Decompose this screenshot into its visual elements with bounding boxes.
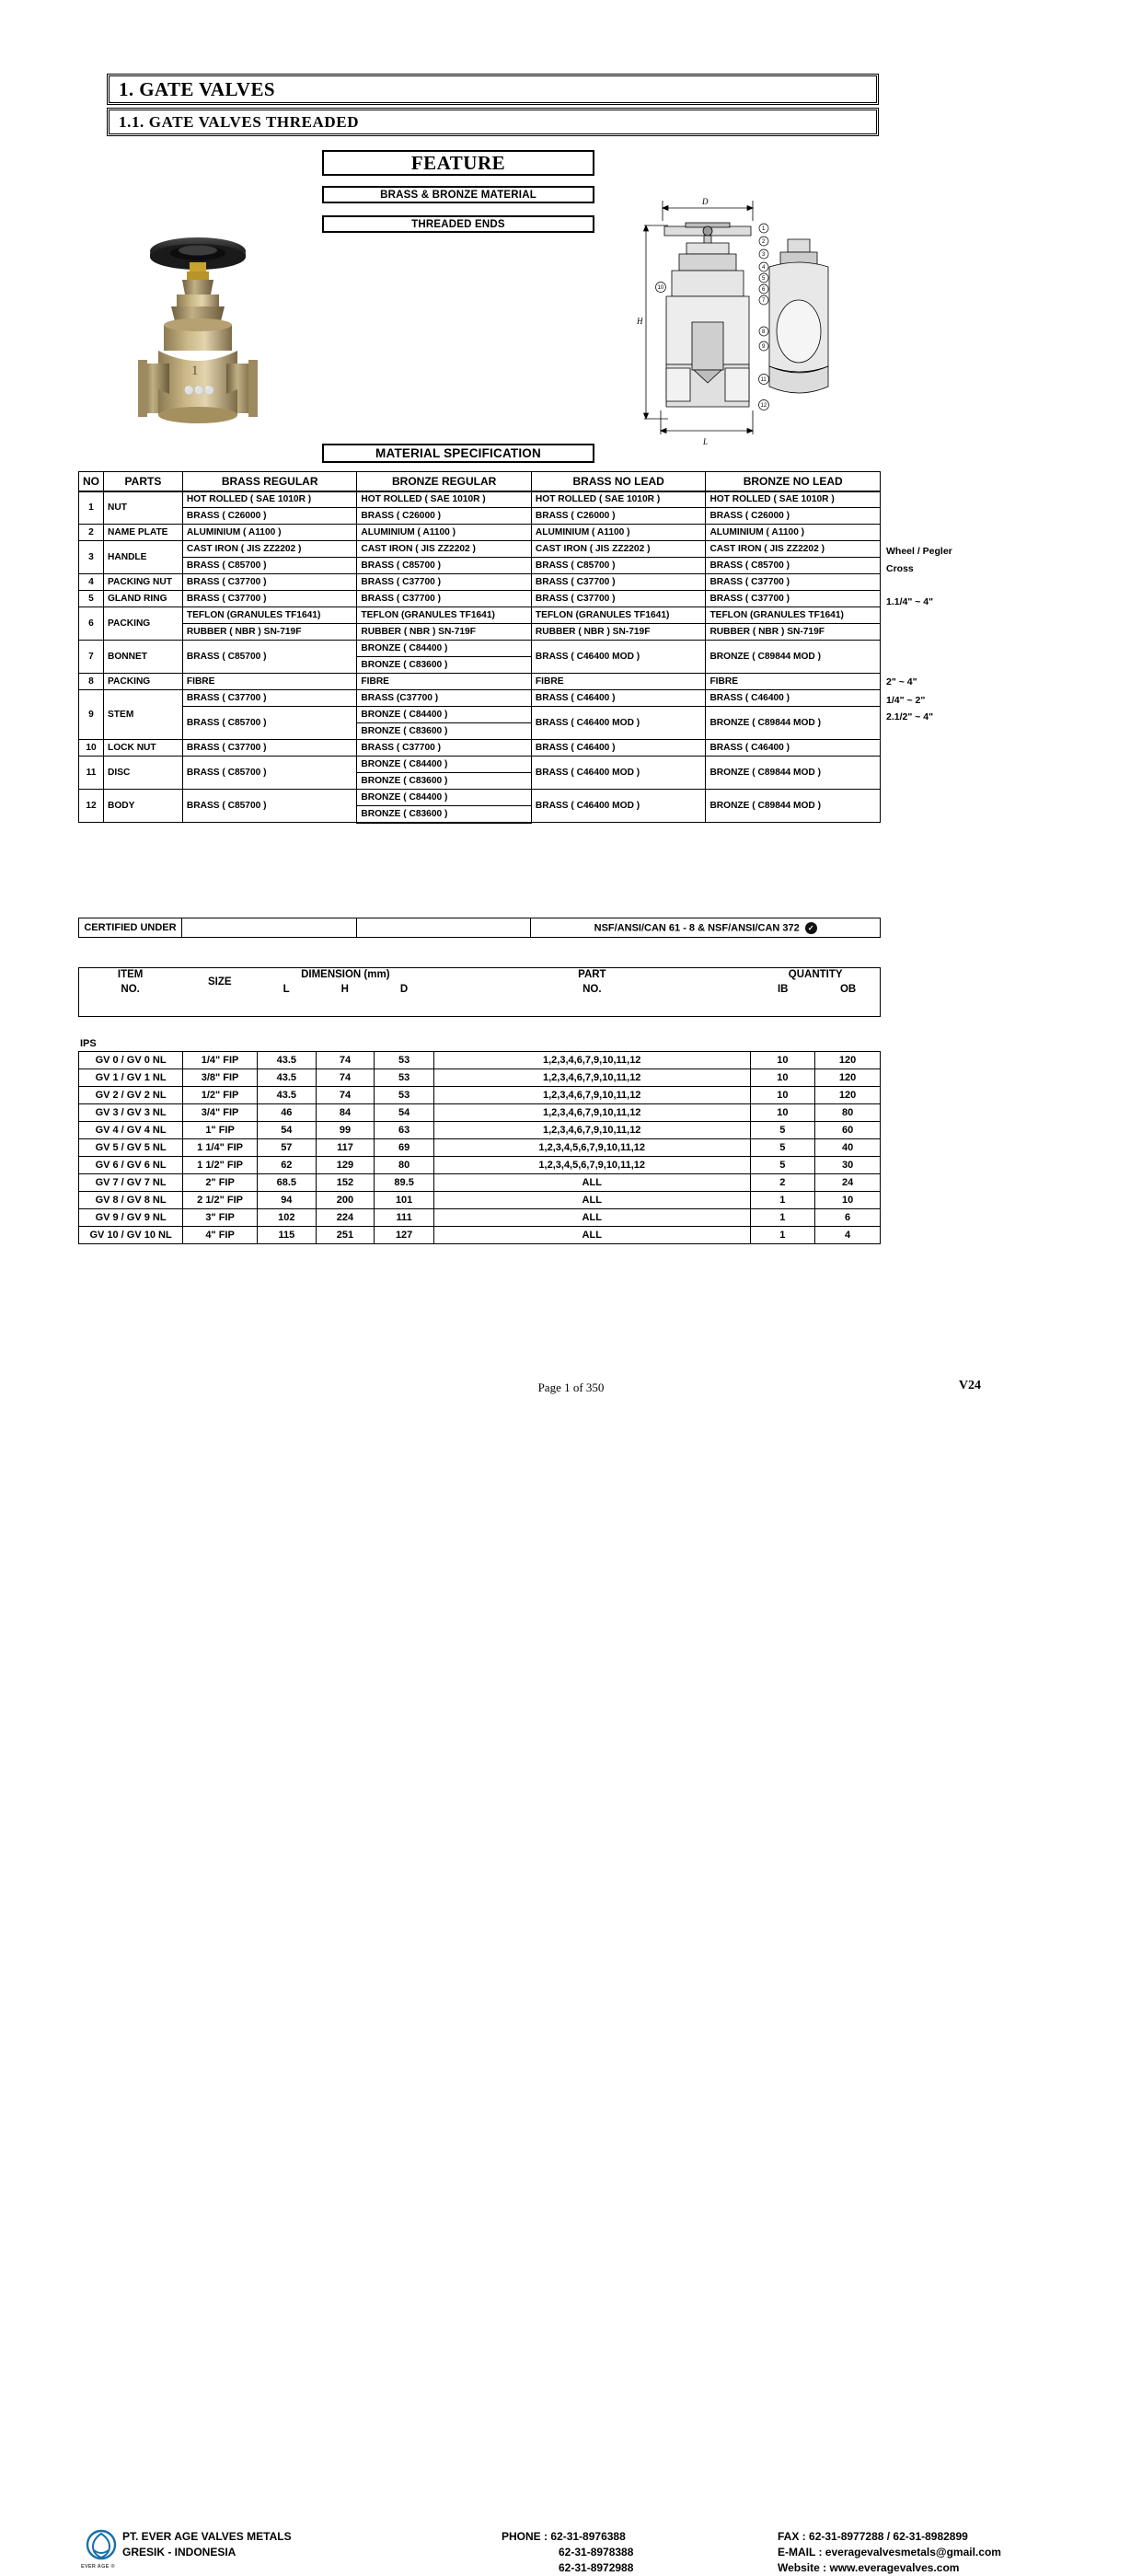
cell-brass-regular: BRASS ( C37700 ) (182, 591, 357, 607)
ips-qty-ob: 6 (815, 1209, 881, 1227)
header-dim-h: H (340, 984, 349, 995)
ips-size: 1 1/4" FIP (183, 1139, 258, 1157)
cell-bronze-nolead: ALUMINIUM ( A1100 ) (706, 525, 881, 541)
ips-dim-d: 89.5 (375, 1174, 434, 1192)
header-dimension-group: DIMENSION (mm) (301, 969, 390, 980)
email-label: E-MAIL : (778, 2546, 823, 2559)
website-value[interactable]: www.everagevalves.com (829, 2561, 960, 2574)
table-row (79, 641, 881, 657)
ips-dim-h: 84 (316, 1104, 375, 1122)
ips-qty-ob: 60 (815, 1122, 881, 1139)
ips-qty-ob: 4 (815, 1227, 881, 1244)
ips-dim-d: 53 (375, 1069, 434, 1087)
footer-company-block (122, 2529, 292, 2560)
table-row (79, 790, 881, 806)
ips-qty-ib: 10 (750, 1052, 815, 1069)
annotation-size-range-4: 2.1/2" ~ 4" (886, 711, 934, 722)
ips-dim-h: 74 (316, 1052, 375, 1069)
ips-item: GV 9 / GV 9 NL (79, 1209, 183, 1227)
cell-brass-nolead: BRASS ( C46400 ) (531, 740, 706, 757)
ips-size: 1" FIP (183, 1122, 258, 1139)
ips-part-no: ALL (433, 1174, 750, 1192)
footer-contact-block (778, 2529, 1001, 2576)
svg-text:2: 2 (762, 239, 766, 245)
ips-size: 1 1/2" FIP (183, 1157, 258, 1174)
row-part: PACKING NUT (104, 574, 183, 591)
dim-label-h: H (637, 317, 643, 326)
cell-bronze-regular: BRASS ( C85700 ) (357, 558, 532, 574)
ips-dim-l: 68.5 (257, 1174, 316, 1192)
ips-qty-ob: 40 (815, 1139, 881, 1157)
table-row (79, 1209, 881, 1227)
cell-brass-nolead: ALUMINIUM ( A1100 ) (531, 525, 706, 541)
row-no: 1 (79, 491, 104, 525)
annotation-wheel-pegler: Wheel / Pegler (886, 546, 952, 557)
row-part: STEM (104, 690, 183, 740)
cell-brass-nolead: RUBBER ( NBR ) SN-719F (531, 624, 706, 641)
cell-bronze-regular: BRASS ( C37700 ) (357, 574, 532, 591)
ips-dim-d: 63 (375, 1122, 434, 1139)
ips-dim-l: 115 (257, 1227, 316, 1244)
company-location: GRESIK - INDONESIA (122, 2546, 236, 2559)
feature-title-text: FEATURE (410, 151, 506, 174)
material-specification-table (78, 471, 881, 824)
ips-part-no: ALL (433, 1227, 750, 1244)
cell-brass-regular: CAST IRON ( JIS ZZ2202 ) (182, 541, 357, 558)
row-no: 3 (79, 541, 104, 574)
cell-brass-regular: HOT ROLLED ( SAE 1010R ) (182, 491, 357, 508)
cell-brass-nolead: BRASS ( C46400 ) (531, 690, 706, 707)
certified-row (79, 918, 881, 938)
ips-dim-d: 53 (375, 1052, 434, 1069)
cell-bronze-regular: FIBRE (357, 674, 532, 690)
cell-bronze-nolead: FIBRE (706, 674, 881, 690)
ips-qty-ob: 120 (815, 1069, 881, 1087)
row-no: 9 (79, 690, 104, 740)
svg-text:4: 4 (762, 265, 766, 271)
website-label: Website : (778, 2561, 827, 2574)
ips-dim-l: 62 (257, 1157, 316, 1174)
row-part: HANDLE (104, 541, 183, 574)
svg-text:5: 5 (762, 276, 766, 282)
footer-phone-block (502, 2529, 633, 2576)
cell-bronze-nolead: BRASS ( C26000 ) (706, 508, 881, 525)
cell-bronze-nolead: BRASS ( C37700 ) (706, 591, 881, 607)
material-table-header-row (79, 472, 881, 491)
ips-size: 2" FIP (183, 1174, 258, 1192)
fax-value: 62-31-8977288 / 62-31-8982899 (809, 2530, 968, 2543)
row-part: LOCK NUT (104, 740, 183, 757)
row-no: 4 (79, 574, 104, 591)
row-no: 10 (79, 740, 104, 757)
ips-part-no: 1,2,3,4,6,7,9,10,11,12 (433, 1052, 750, 1069)
row-no: 8 (79, 674, 104, 690)
annotation-size-range-2: 2" ~ 4" (886, 676, 917, 687)
website-line (778, 2560, 1001, 2576)
cell-brass-regular: BRASS ( C85700 ) (182, 641, 357, 674)
ips-dim-l: 46 (257, 1104, 316, 1122)
table-row (79, 607, 881, 624)
ips-size: 1/2" FIP (183, 1087, 258, 1104)
certified-blank-2 (356, 918, 531, 938)
ips-dim-d: 53 (375, 1087, 434, 1104)
svg-text:1: 1 (191, 364, 199, 378)
cell-brass-nolead: BRASS ( C46400 MOD ) (531, 707, 706, 740)
cell-brass-regular: BRASS ( C85700 ) (182, 757, 357, 790)
cell-brass-regular: ALUMINIUM ( A1100 ) (182, 525, 357, 541)
col-parts: PARTS (104, 472, 183, 491)
certified-under-table (78, 918, 881, 938)
cell-bronze-regular: TEFLON (GRANULES TF1641) (357, 607, 532, 624)
cell-bronze-nolead: TEFLON (GRANULES TF1641) (706, 607, 881, 624)
header-item-no: NO. (121, 984, 140, 995)
table-row (79, 574, 881, 591)
cell-brass-nolead: BRASS ( C46400 MOD ) (531, 641, 706, 674)
certified-value-cell (531, 918, 881, 938)
ips-qty-ib: 10 (750, 1069, 815, 1087)
svg-text:8: 8 (762, 329, 766, 335)
cell-bronze-nolead: BRASS ( C46400 ) (706, 690, 881, 707)
row-no: 2 (79, 525, 104, 541)
cell-brass-regular: BRASS ( C26000 ) (182, 508, 357, 525)
cell-bronze-regular: BRONZE ( C84400 ) (357, 707, 532, 723)
cell-bronze-regular: BRONZE ( C83600 ) (357, 723, 532, 740)
row-part: BODY (104, 790, 183, 823)
ips-dim-h: 74 (316, 1087, 375, 1104)
table-row (79, 757, 881, 773)
svg-text:1: 1 (762, 226, 766, 232)
company-name: PT. EVER AGE VALVES METALS (122, 2530, 292, 2543)
cell-brass-regular: BRASS ( C37700 ) (182, 690, 357, 707)
ips-dim-d: 69 (375, 1139, 434, 1157)
row-part: BONNET (104, 641, 183, 674)
cell-bronze-regular: BRASS ( C26000 ) (357, 508, 532, 525)
cell-brass-nolead: HOT ROLLED ( SAE 1010R ) (531, 491, 706, 508)
table-row (79, 740, 881, 757)
cell-brass-nolead: CAST IRON ( JIS ZZ2202 ) (531, 541, 706, 558)
col-brass-no-lead: BRASS NO LEAD (531, 472, 706, 491)
row-part: NAME PLATE (104, 525, 183, 541)
feature-item-ends (322, 215, 594, 233)
ips-part-no: 1,2,3,4,6,7,9,10,11,12 (433, 1069, 750, 1087)
document-version: V24 (958, 1379, 981, 1392)
ips-part-no: 1,2,3,4,6,7,9,10,11,12 (433, 1122, 750, 1139)
row-part: NUT (104, 491, 183, 525)
ips-part-no: ALL (433, 1209, 750, 1227)
ips-part-no: 1,2,3,4,5,6,7,9,10,11,12 (433, 1139, 750, 1157)
ips-qty-ob: 30 (815, 1157, 881, 1174)
cell-brass-nolead: BRASS ( C85700 ) (531, 558, 706, 574)
ips-size: 1/4" FIP (183, 1052, 258, 1069)
certified-label: CERTIFIED UNDER (79, 918, 182, 938)
cell-brass-nolead: BRASS ( C26000 ) (531, 508, 706, 525)
cell-bronze-nolead: BRASS ( C37700 ) (706, 574, 881, 591)
feature-item-material-text: BRASS & BRONZE MATERIAL (380, 189, 536, 201)
table-row (79, 674, 881, 690)
ips-size: 3/4" FIP (183, 1104, 258, 1122)
fax-line (778, 2529, 1001, 2545)
row-part: GLAND RING (104, 591, 183, 607)
ips-qty-ib: 1 (750, 1227, 815, 1244)
material-specification-title-box (322, 444, 594, 463)
ips-qty-ib: 2 (750, 1174, 815, 1192)
row-no: 6 (79, 607, 104, 641)
fax-label: FAX : (778, 2530, 806, 2543)
cell-bronze-regular: ALUMINIUM ( A1100 ) (357, 525, 532, 541)
cell-bronze-regular: BRONZE ( C83600 ) (357, 657, 532, 674)
cell-bronze-nolead: BRONZE ( C89844 MOD ) (706, 707, 881, 740)
ips-part-no: ALL (433, 1192, 750, 1209)
table-row (79, 508, 881, 525)
header-dim-l: L (283, 984, 290, 995)
row-part: DISC (104, 757, 183, 790)
cell-brass-regular: BRASS ( C37700 ) (182, 740, 357, 757)
ips-dimension-table (78, 1051, 881, 1244)
ips-dim-d: 80 (375, 1157, 434, 1174)
ips-dim-h: 99 (316, 1122, 375, 1139)
annotation-size-range-1: 1.1/4" ~ 4" (886, 596, 934, 607)
certified-blank-1 (181, 918, 356, 938)
table-row (79, 558, 881, 574)
cell-brass-regular: BRASS ( C85700 ) (182, 707, 357, 740)
ips-dim-l: 43.5 (257, 1052, 316, 1069)
ips-item: GV 2 / GV 2 NL (79, 1087, 183, 1104)
header-dim-d: D (399, 984, 409, 995)
ips-size: 4" FIP (183, 1227, 258, 1244)
ips-qty-ob: 80 (815, 1104, 881, 1122)
ips-dim-l: 43.5 (257, 1069, 316, 1087)
table-row (79, 1174, 881, 1192)
ips-part-no: 1,2,3,4,5,6,7,9,10,11,12 (433, 1157, 750, 1174)
ips-part-no: 1,2,3,4,6,7,9,10,11,12 (433, 1087, 750, 1104)
row-no: 7 (79, 641, 104, 674)
cell-bronze-nolead: BRONZE ( C89844 MOD ) (706, 641, 881, 674)
table-row (79, 1052, 881, 1069)
phone-value-1: 62-31-8976388 (550, 2530, 626, 2543)
cell-bronze-nolead: CAST IRON ( JIS ZZ2202 ) (706, 541, 881, 558)
ips-qty-ib: 10 (750, 1087, 815, 1104)
cell-bronze-regular: BRONZE ( C83600 ) (357, 773, 532, 790)
ips-item: GV 8 / GV 8 NL (79, 1192, 183, 1209)
ips-dim-d: 127 (375, 1227, 434, 1244)
subsection-heading-threaded (109, 110, 877, 134)
svg-text:6: 6 (762, 287, 766, 293)
cell-brass-regular: BRASS ( C85700 ) (182, 558, 357, 574)
ips-item: GV 6 / GV 6 NL (79, 1157, 183, 1174)
annotation-cross: Cross (886, 563, 914, 574)
col-no: NO (79, 472, 104, 491)
row-part: PACKING (104, 607, 183, 641)
ips-label: IPS (80, 1038, 97, 1049)
cell-bronze-regular: RUBBER ( NBR ) SN-719F (357, 624, 532, 641)
table-row (79, 1227, 881, 1244)
dimension-header-table (78, 967, 881, 997)
ips-dim-l: 102 (257, 1209, 316, 1227)
valve-cross-section-drawing (635, 184, 879, 451)
ips-qty-ib: 1 (750, 1192, 815, 1209)
table-row (79, 1192, 881, 1209)
ips-dim-h: 152 (316, 1174, 375, 1192)
header-part: PART (578, 969, 606, 980)
cell-bronze-nolead: RUBBER ( NBR ) SN-719F (706, 624, 881, 641)
cell-bronze-regular: BRASS ( C37700 ) (357, 740, 532, 757)
dim-label-d: D (702, 197, 709, 206)
logo-caption: EVER AGE ® (81, 2564, 115, 2570)
email-value[interactable]: everagevalvesmetals@gmail.com (825, 2546, 1001, 2559)
dimension-header-row-top (78, 967, 881, 982)
ips-dim-h: 224 (316, 1209, 375, 1227)
table-row (79, 591, 881, 607)
cell-bronze-regular: BRONZE ( C84400 ) (357, 790, 532, 806)
ips-qty-ib: 5 (750, 1122, 815, 1139)
ips-item: GV 4 / GV 4 NL (79, 1122, 183, 1139)
feature-item-material (322, 186, 594, 203)
phone-line-1 (502, 2529, 633, 2545)
table-row (79, 1157, 881, 1174)
col-bronze-no-lead: BRONZE NO LEAD (706, 472, 881, 491)
svg-text:7: 7 (762, 298, 766, 304)
certified-value: NSF/ANSI/CAN 61 - 8 & NSF/ANSI/CAN 372 (594, 921, 800, 933)
ips-qty-ob: 120 (815, 1087, 881, 1104)
cell-brass-nolead: TEFLON (GRANULES TF1641) (531, 607, 706, 624)
ips-qty-ib: 1 (750, 1209, 815, 1227)
cell-bronze-nolead: BRASS ( C46400 ) (706, 740, 881, 757)
svg-text:9: 9 (762, 344, 766, 350)
cell-brass-nolead: BRASS ( C46400 MOD ) (531, 790, 706, 823)
section-heading-gate-valves (109, 75, 877, 103)
row-no: 11 (79, 757, 104, 790)
ips-dim-h: 117 (316, 1139, 375, 1157)
cell-brass-regular: BRASS ( C37700 ) (182, 574, 357, 591)
cell-brass-nolead: BRASS ( C37700 ) (531, 574, 706, 591)
ips-size: 2 1/2" FIP (183, 1192, 258, 1209)
header-size: SIZE (207, 976, 232, 988)
ips-size: 3/8" FIP (183, 1069, 258, 1087)
feature-title-box (322, 150, 594, 176)
table-row (79, 1069, 881, 1087)
row-no: 12 (79, 790, 104, 823)
svg-text:12: 12 (760, 403, 767, 409)
col-bronze-regular: BRONZE REGULAR (357, 472, 532, 491)
ips-qty-ob: 120 (815, 1052, 881, 1069)
cell-brass-regular: RUBBER ( NBR ) SN-719F (182, 624, 357, 641)
gate-valve-photo (110, 225, 285, 442)
row-no: 5 (79, 591, 104, 607)
row-part: PACKING (104, 674, 183, 690)
nsf-certification-mark-icon: ✓ (805, 922, 817, 934)
dim-label-l: L (703, 437, 709, 446)
ips-dim-d: 101 (375, 1192, 434, 1209)
cell-bronze-nolead: BRONZE ( C89844 MOD ) (706, 757, 881, 790)
cell-bronze-nolead: BRASS ( C85700 ) (706, 558, 881, 574)
cell-bronze-regular: BRASS ( C37700 ) (357, 591, 532, 607)
svg-text:3: 3 (762, 252, 766, 258)
cell-bronze-regular: BRONZE ( C83600 ) (357, 806, 532, 823)
ips-dim-h: 74 (316, 1069, 375, 1087)
table-row (79, 1139, 881, 1157)
page-number: Page 1 of 350 (537, 1380, 605, 1394)
header-qty-ib: IB (777, 984, 789, 995)
ips-item: GV 5 / GV 5 NL (79, 1139, 183, 1157)
phone-value-3: 62-31-8972988 (559, 2561, 634, 2574)
table-row (79, 525, 881, 541)
ips-qty-ob: 10 (815, 1192, 881, 1209)
ips-qty-ib: 5 (750, 1157, 815, 1174)
table-row (79, 1122, 881, 1139)
cell-bronze-regular: HOT ROLLED ( SAE 1010R ) (357, 491, 532, 508)
ips-item: GV 7 / GV 7 NL (79, 1174, 183, 1192)
table-row (79, 690, 881, 707)
header-qty-ob: OB (839, 984, 857, 995)
ips-item: GV 0 / GV 0 NL (79, 1052, 183, 1069)
ips-part-no: 1,2,3,4,6,7,9,10,11,12 (433, 1104, 750, 1122)
feature-item-ends-text: THREADED ENDS (411, 218, 505, 230)
ips-dim-l: 94 (257, 1192, 316, 1209)
cell-bronze-regular: BRASS (C37700 ) (357, 690, 532, 707)
phone-value-2: 62-31-8978388 (559, 2546, 634, 2559)
ips-dim-h: 200 (316, 1192, 375, 1209)
table-row (79, 624, 881, 641)
phone-label: PHONE : (502, 2530, 548, 2543)
table-row (79, 707, 881, 723)
cell-brass-nolead: BRASS ( C37700 ) (531, 591, 706, 607)
header-quantity-group: QUANTITY (788, 969, 843, 980)
table-row (79, 541, 881, 558)
ips-dim-h: 129 (316, 1157, 375, 1174)
ips-dim-d: 111 (375, 1209, 434, 1227)
ips-size: 3" FIP (183, 1209, 258, 1227)
cell-bronze-regular: BRONZE ( C84400 ) (357, 757, 532, 773)
table-row (79, 491, 881, 508)
ips-item: GV 1 / GV 1 NL (79, 1069, 183, 1087)
material-specification-title-text: MATERIAL SPECIFICATION (375, 446, 541, 460)
ips-dim-l: 43.5 (257, 1087, 316, 1104)
cell-bronze-nolead: BRONZE ( C89844 MOD ) (706, 790, 881, 823)
svg-text:10: 10 (657, 285, 664, 291)
cell-bronze-regular: BRONZE ( C84400 ) (357, 641, 532, 657)
cell-brass-nolead: FIBRE (531, 674, 706, 690)
table-row (79, 1104, 881, 1122)
table-row (79, 1087, 881, 1104)
cell-brass-nolead: BRASS ( C46400 MOD ) (531, 757, 706, 790)
email-line (778, 2545, 1001, 2560)
svg-text:⚪⚪⚪: ⚪⚪⚪ (184, 386, 215, 395)
cell-brass-regular: TEFLON (GRANULES TF1641) (182, 607, 357, 624)
col-brass-regular: BRASS REGULAR (182, 472, 357, 491)
ips-item: GV 3 / GV 3 NL (79, 1104, 183, 1122)
company-logo-icon (85, 2526, 118, 2567)
ips-dim-l: 54 (257, 1122, 316, 1139)
section-heading-text: 1. GATE VALVES (119, 77, 275, 100)
cell-bronze-regular: CAST IRON ( JIS ZZ2202 ) (357, 541, 532, 558)
ips-qty-ob: 24 (815, 1174, 881, 1192)
cell-brass-regular: BRASS ( C85700 ) (182, 790, 357, 823)
ips-dim-h: 251 (316, 1227, 375, 1244)
ips-item: GV 10 / GV 10 NL (79, 1227, 183, 1244)
header-item: ITEM (117, 969, 144, 980)
annotation-size-range-3: 1/4" ~ 2" (886, 695, 926, 706)
ips-dim-l: 57 (257, 1139, 316, 1157)
ips-qty-ib: 10 (750, 1104, 815, 1122)
subsection-heading-text: 1.1. GATE VALVES THREADED (119, 112, 360, 131)
cell-brass-regular: FIBRE (182, 674, 357, 690)
ips-dim-d: 54 (375, 1104, 434, 1122)
svg-text:11: 11 (760, 377, 767, 383)
ips-qty-ib: 5 (750, 1139, 815, 1157)
header-part-no: NO. (583, 984, 602, 995)
cell-bronze-nolead: HOT ROLLED ( SAE 1010R ) (706, 491, 881, 508)
